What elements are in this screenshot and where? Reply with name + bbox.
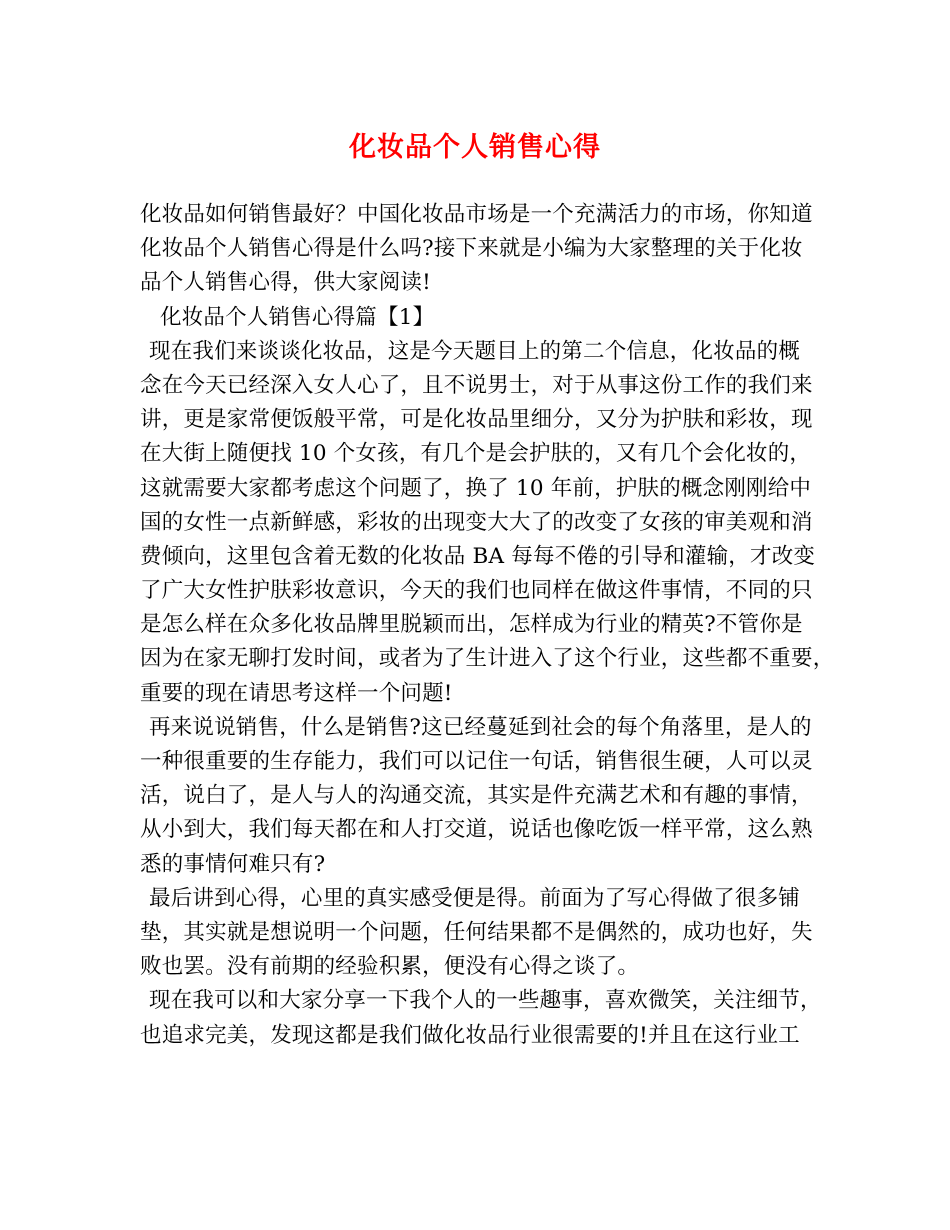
text-line: 了广大女性护肤彩妆意识，今天的我们也同样在做这件事情，不同的只 [140, 578, 813, 604]
text-line: 重要的现在请思考这样一个问题! [140, 680, 453, 706]
text-line: 再来说说销售，什么是销售?这已经蔓延到社会的每个角落里，是人的 [149, 714, 812, 740]
document-title: 化妆品个人销售心得 [349, 132, 601, 163]
text-line: 悉的事情何难只有? [140, 851, 326, 877]
text-line: 这就需要大家都考虑这个问题了，换了 10 年前，护肤的概念刚刚给中 [140, 475, 812, 501]
text-line: 念在今天已经深入女人心了，且不说男士，对于从事这份工作的我们来 [140, 372, 813, 398]
text-line: 讲，更是家常便饭般平常，可是化妆品里细分，又分为护肤和彩妆，现 [140, 407, 813, 433]
text-line: 国的女性一点新鲜感，彩妆的出现变大大了的改变了女孩的审美观和消 [140, 509, 813, 535]
text-line: 现在我们来谈谈化妆品，这是今天题目上的第二个信息，化妆品的概 [149, 338, 801, 364]
text-line: 现在我可以和大家分享一下我个人的一些趣事，喜欢微笑，关注细节， [149, 988, 822, 1014]
text-line: 活，说白了，是人与人的沟通交流，其实是件充满艺术和有趣的事情， [140, 783, 813, 809]
text-line: 化妆品个人销售心得是什么吗?接下来就是小编为大家整理的关于化妆 [140, 236, 803, 262]
section-heading: 化妆品个人销售心得篇【1】 [160, 304, 435, 330]
text-line: 品个人销售心得，供大家阅读! [140, 270, 431, 296]
text-line: 垫，其实就是想说明一个问题，任何结果都不是偶然的，成功也好，失 [140, 919, 813, 945]
text-line: 是怎么样在众多化妆品牌里脱颖而出，怎样成为行业的精英?不管你是 [140, 612, 803, 638]
text-line: 最后讲到心得，心里的真实感受便是得。前面为了写心得做了很多铺 [149, 885, 801, 911]
text-line: 败也罢。没有前期的经验积累，便没有心得之谈了。 [140, 954, 640, 980]
document-body [140, 198, 835, 1053]
text-line: 因为在家无聊打发时间，或者为了生计进入了这个行业，这些都不重要， [140, 646, 835, 672]
text-line: 费倾向，这里包含着无数的化妆品 BA 每每不倦的引导和灌输，才改变 [140, 543, 816, 569]
text-line: 化妆品如何销售最好？中国化妆品市场是一个充满活力的市场，你知道 [140, 202, 813, 227]
text-line: 也追求完美，发现这都是我们做化妆品行业很需要的!并且在这行业工 [140, 1022, 800, 1048]
text-line: 在大街上随便找 10 个女孩，有几个是会护肤的，又有几个会化妆的， [140, 441, 812, 467]
text-line: 从小到大，我们每天都在和人打交道，说话也像吃饭一样平常，这么熟 [140, 817, 813, 843]
text-line: 一种很重要的生存能力，我们可以记住一句话，销售很生硬，人可以灵 [140, 749, 813, 774]
